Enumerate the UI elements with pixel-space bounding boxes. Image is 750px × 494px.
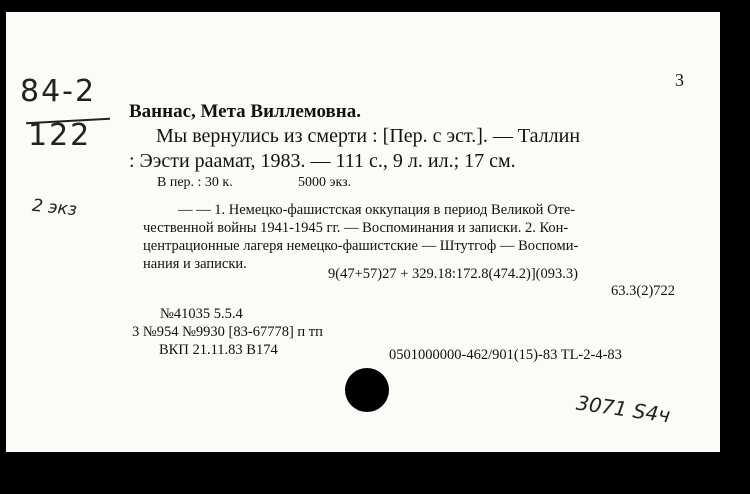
classification-line-1: 9(47+57)27 + 329.18:172.8(474.2)](093.3): [328, 266, 578, 282]
classification-line-2: 63.3(2)722: [611, 283, 676, 299]
title-line-1: Мы вернулись из смерти : [Пер. с эст.]. — Таллин: [156, 125, 581, 147]
author-heading: Ваннас, Мета Виллемовна.: [129, 101, 361, 122]
catalog-card: [6, 12, 720, 452]
shelfmark-top: 84-2: [20, 74, 97, 109]
handwritten-inventory-mark: 3071 Ѕ4ч: [574, 390, 672, 428]
order-number: №41035 5.5.4: [160, 306, 243, 322]
order-line: 3 №954 №9930 [83-67778] п тп: [132, 324, 323, 340]
stock-number: 0501000000-462/901(15)-83 TL-2-4-83: [389, 347, 622, 363]
handwritten-copies-mark: 2 экз: [31, 195, 78, 221]
title-line-2: : Ээсти раамат, 1983. — 111 с., 9 л. ил.; 17 см.: [129, 150, 516, 172]
price-line: В пер. : 30 к.: [157, 175, 233, 190]
vkp-line: ВКП 21.11.83 В174: [159, 342, 278, 358]
subject-line-2: чественной войны 1941-1945 гг. — Воспоминания и записки. 2. Кон-: [143, 220, 569, 236]
card-number: 3: [675, 70, 684, 90]
subject-line-3: центрационные лагеря немецко-фашистские — Штутгоф — Воспоми-: [143, 238, 579, 254]
subject-line-4: нания и записки.: [143, 256, 247, 272]
subject-line-1: — — 1. Немецко-фашистская оккупация в период Великой Оте-: [178, 202, 576, 218]
copies: 5000 экз.: [298, 175, 352, 190]
punch-hole: [345, 368, 389, 412]
shelfmark-bottom: 122: [28, 118, 92, 153]
